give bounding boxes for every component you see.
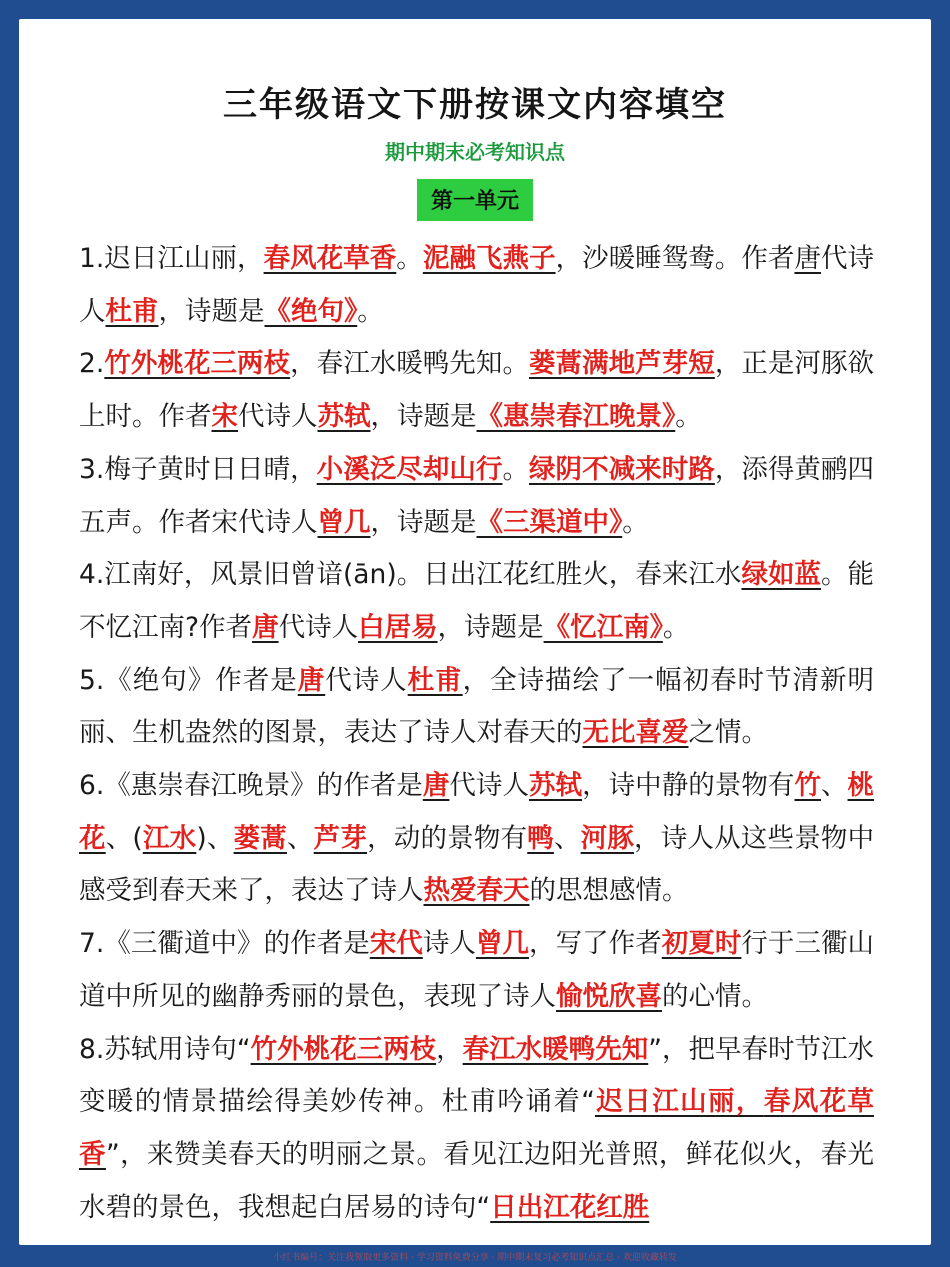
prompt-text: 代诗人: [238, 401, 318, 433]
prompt-text: 的思想感情。: [529, 875, 689, 907]
answer-blank: 杜甫: [407, 664, 463, 696]
prompt-text: 诗人: [422, 928, 476, 960]
prompt-text: ，诗人从这些景物中感受到春天来了，表达了诗人: [79, 822, 875, 907]
prompt-text: 。: [396, 243, 423, 274]
answer-blank: 曾几: [317, 506, 371, 538]
answer-blank: 《忆江南》: [543, 611, 663, 643]
answer-blank: 迟日江山丽，: [594, 1086, 764, 1118]
answer-blank: 《绝句》: [264, 295, 358, 327]
prompt-text: 之情。: [688, 717, 768, 749]
answer-blank: 春江水暖鸭先知: [462, 1033, 649, 1065]
prompt-text: ，沙暖睡鸳鸯。作者: [555, 243, 795, 274]
answer-blank: 春风花草香: [263, 243, 397, 274]
answer-blank: 唐: [297, 664, 326, 696]
prompt-text: 代诗人: [79, 243, 875, 327]
prompt-text: ，正是河豚欲上时。作者: [79, 348, 875, 433]
fill-in-content: [79, 233, 874, 1234]
prompt-text: 。: [675, 401, 702, 433]
prompt-text: 代诗人: [278, 611, 359, 643]
prompt-text: 、: [820, 770, 848, 802]
prompt-text: ，写了作者: [529, 928, 662, 960]
worksheet-page: [19, 19, 931, 1245]
prompt-text: 、(: [105, 822, 143, 854]
prompt-text: 行于三衢山道中所见的幽静秀丽的景色，表现了诗人: [79, 928, 875, 1012]
prompt-text: 代诗人: [449, 770, 529, 802]
prompt-text: )、: [196, 822, 234, 854]
prompt-text: 代诗人: [325, 664, 408, 696]
prompt-text: ”，把早春时节江水变暖的情景描绘得美妙传神。杜甫吟诵着“: [79, 1033, 875, 1118]
answer-blank: 竹: [794, 770, 821, 802]
answer-blank: 芦芽: [313, 822, 368, 854]
prompt-text: ，诗题是: [370, 401, 477, 433]
prompt-text: ，春江水暖鸭先知。: [290, 348, 530, 380]
prompt-text: ”，来赞美春天的明丽之景。看见江边阳光普照，鲜花似火，春光水碧的景色，我想起白居易的诗句“: [79, 1138, 875, 1223]
question-paragraph-2: [79, 338, 874, 443]
unit-label: 第一单元: [417, 179, 533, 221]
answer-blank: 杜甫: [105, 295, 159, 327]
answer-blank: 泥融飞燕子: [422, 243, 556, 274]
answer-blank: 桃花: [79, 770, 875, 854]
question-paragraph-4: [79, 549, 874, 654]
prompt-text: 。: [622, 506, 649, 538]
answer-blank: 日出江花红胜: [490, 1191, 650, 1223]
answer-blank: 竹外桃花三两枝: [104, 348, 291, 380]
answer-blank: 江水: [142, 822, 197, 854]
answer-blank: 春风花草香: [79, 1086, 875, 1170]
page-title: 三年级语文下册按课文内容填空: [223, 85, 727, 125]
prompt-text: ，诗题是: [158, 295, 265, 327]
answer-blank: 宋: [211, 401, 238, 433]
answer-blank: 《惠崇春江晚景》: [476, 401, 676, 433]
question-paragraph-1: [79, 233, 874, 338]
prompt-text: 、: [553, 822, 581, 854]
prompt-text: ，全诗描绘了一幅初春时节清新明丽、生机盎然的图景，表达了诗人对春天的: [79, 664, 875, 749]
answer-blank: 苏轼: [317, 401, 371, 433]
answer-blank: 鸭: [527, 822, 554, 854]
prompt-text: ，诗题是: [437, 611, 544, 643]
page-subtitle: 期中期末必考知识点: [385, 140, 565, 164]
answer-blank: 曾几: [475, 928, 530, 960]
prompt-text: 3.梅子黄时日日晴，: [79, 453, 317, 485]
prompt-text: ，添得黄鹂四五声。作者宋代诗人: [79, 453, 875, 538]
prompt-text: 。能不忆江南?作者: [79, 559, 875, 643]
answer-blank: 无比喜爱: [582, 717, 689, 749]
answer-blank: 愉悦欣喜: [556, 980, 662, 1012]
answer-blank: 初夏时: [661, 928, 742, 960]
prompt-text: 4.江南好，风景旧曾谙(ān)。日出江花红胜火，春来江水: [79, 559, 742, 591]
answer-blank: 苏轼: [529, 770, 583, 802]
question-paragraph-8: [79, 1024, 874, 1235]
prompt-text: 。: [662, 611, 690, 643]
unit-label-wrapper: [19, 179, 931, 221]
question-paragraph-6: [79, 760, 874, 918]
underlined-text: 唐: [794, 243, 821, 274]
answer-blank: 蒌蒿满地芦芽短: [529, 348, 715, 380]
question-paragraph-5: [79, 655, 874, 760]
prompt-text: 1.迟日江山丽，: [79, 243, 264, 274]
answer-blank: 《三渠道中》: [476, 506, 623, 538]
answer-blank: 宋代: [369, 928, 423, 960]
answer-blank: 河豚: [580, 822, 635, 854]
question-paragraph-7: [79, 918, 874, 1023]
answer-blank: 唐: [252, 611, 279, 643]
prompt-text: ，: [436, 1033, 463, 1065]
prompt-text: 6.《惠崇春江晚景》的作者是: [79, 770, 423, 802]
prompt-text: 7.《三衢道中》的作者是: [79, 928, 370, 960]
answer-blank: 热爱春天: [423, 875, 530, 907]
answer-blank: 绿阴不减来时路: [529, 453, 715, 485]
prompt-text: ，诗题是: [370, 506, 477, 538]
prompt-text: ，动的景物有: [367, 822, 528, 854]
prompt-text: 。: [502, 453, 530, 485]
answer-blank: 唐: [422, 770, 450, 802]
answer-blank: 竹外桃花三两枝: [250, 1033, 437, 1065]
prompt-text: 2.: [79, 348, 105, 380]
prompt-text: 、: [286, 822, 314, 854]
prompt-text: 8.苏轼用诗句“: [79, 1033, 251, 1065]
question-paragraph-3: [79, 444, 874, 549]
answer-blank: 小溪泛尽却山行: [316, 453, 503, 485]
answer-blank: 白居易: [358, 611, 438, 643]
prompt-text: 5.《绝句》作者是: [79, 664, 298, 696]
prompt-text: 的心情。: [662, 980, 768, 1012]
prompt-text: ，诗中静的景物有: [582, 770, 795, 802]
answer-blank: 绿如蓝: [741, 559, 821, 591]
prompt-text: 。: [357, 295, 384, 327]
footer-watermark-text: 小红书编号：关注我领取更多资料 · 学习资料免费分享 · 期中期末复习必考知识点汇总 · 欢迎收藏转发: [273, 1253, 677, 1263]
answer-blank: 蒌蒿: [233, 822, 287, 854]
